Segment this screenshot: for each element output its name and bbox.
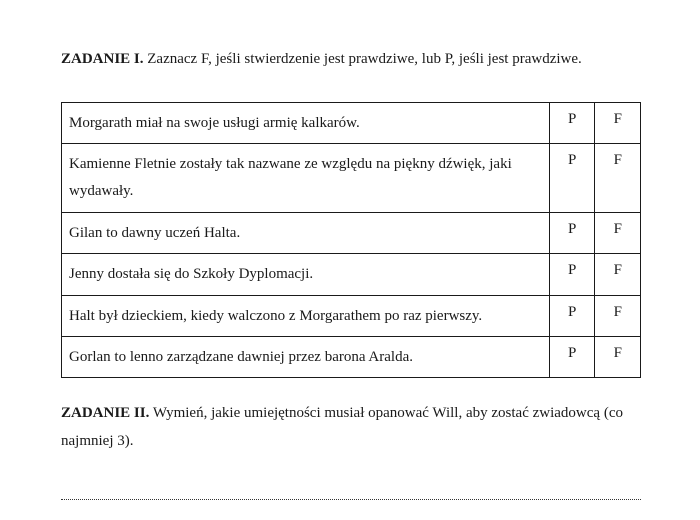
statement-text: Jenny dostała się do Szkoły Dyplomacji.: [62, 254, 550, 296]
option-p-cell[interactable]: P: [549, 213, 595, 254]
task-2-heading: ZADANIE II.: [61, 405, 150, 421]
option-f-cell[interactable]: F: [595, 144, 641, 213]
answer-line[interactable]: [61, 487, 641, 500]
true-false-table: [61, 102, 641, 378]
option-p-cell[interactable]: P: [549, 144, 595, 213]
statement-text: Morgarath miał na swoje usługi armię kalkarów.: [62, 103, 550, 144]
option-f-cell[interactable]: F: [595, 103, 641, 144]
table-row: [62, 144, 641, 213]
option-f-cell[interactable]: F: [595, 254, 641, 296]
task-1-heading: ZADANIE I.: [61, 51, 144, 67]
table-row: [62, 213, 641, 254]
task-1-instruction: Zaznacz F, jeśli stwierdzenie jest prawdziwe, lub P, jeśli jest prawdziwe.: [143, 51, 582, 67]
task-1-prompt: [61, 45, 661, 73]
option-f-cell[interactable]: F: [595, 337, 641, 378]
statement-text: Kamienne Fletnie zostały tak nazwane ze względu na piękny dźwięk, jaki wydawały.: [62, 144, 550, 213]
statement-text: Gorlan to lenno zarządzane dawniej przez barona Aralda.: [62, 337, 550, 378]
statement-text: Halt był dzieckiem, kiedy walczono z Morgarathem po raz pierwszy.: [62, 296, 550, 337]
table-row: [62, 337, 641, 378]
task-2-prompt: [61, 399, 646, 455]
option-p-cell[interactable]: P: [549, 296, 595, 337]
table-row: [62, 254, 641, 296]
table-row: [62, 103, 641, 144]
option-p-cell[interactable]: P: [549, 254, 595, 296]
table-row: [62, 296, 641, 337]
option-p-cell[interactable]: P: [549, 337, 595, 378]
task-2-instruction: Wymień, jakie umiejętności musiał opanować Will, aby zostać zwiadowcą (co najmniej 3).: [61, 405, 623, 449]
option-f-cell[interactable]: F: [595, 213, 641, 254]
option-p-cell[interactable]: P: [549, 103, 595, 144]
option-f-cell[interactable]: F: [595, 296, 641, 337]
statement-text: Gilan to dawny uczeń Halta.: [62, 213, 550, 254]
